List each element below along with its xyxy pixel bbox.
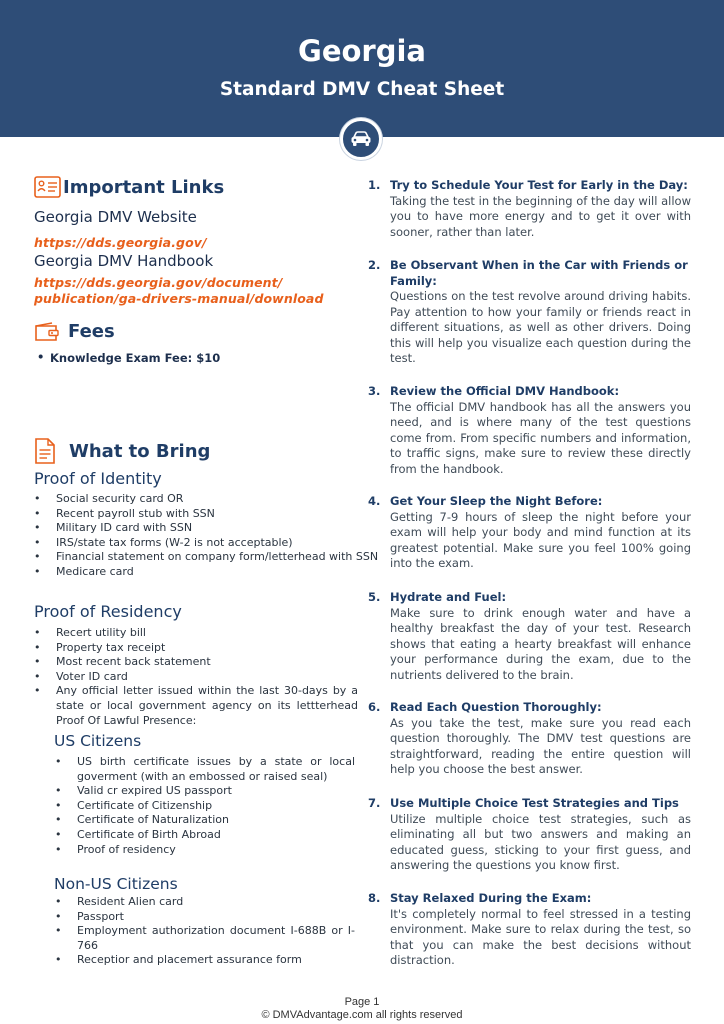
list-item: • Receptior and placemert assurance form xyxy=(55,953,355,968)
important-links-title: Important Links xyxy=(63,176,225,198)
tip-heading: Read Each Question Thoroughly: xyxy=(390,700,602,714)
tip-number: 8. xyxy=(368,891,381,905)
tip-item xyxy=(368,258,691,367)
list-item: • Military ID card with SSN xyxy=(34,521,382,536)
list-item: • Resident Alien card xyxy=(55,895,355,910)
wallet-icon xyxy=(34,322,60,342)
list-item: • IRS/state tax forms (W-2 is not acceptable) xyxy=(34,536,382,551)
tip-heading: Review the Official DMV Handbook: xyxy=(390,384,620,398)
list-item: • Voter ID card xyxy=(34,670,358,685)
what-to-bring-title: What to Bring xyxy=(69,440,211,462)
tip-body: Make sure to drink enough water and have a healthy breakfast the day of your test. Research shows that eating a hearty breakfast will enhance your performance during the exam, due to the nutrients delivered to the brain. xyxy=(390,605,691,682)
copyright: © DMVAdvantage.com all rights reserved xyxy=(261,1009,463,1021)
proof-of-residency-title: Proof of Residency xyxy=(34,602,182,621)
tip-heading: Hydrate and Fuel: xyxy=(390,590,507,604)
non-us-citizens-title: Non-US Citizens xyxy=(54,875,178,893)
fee-item: • Knowledge Exam Fee: $10 xyxy=(50,351,220,365)
tip-body: It's completely normal to feel stressed in a testing environment. Make sure to relax during the test, so that you can make the best decisions without distraction. xyxy=(390,906,691,967)
page-number: Page 1 xyxy=(344,996,380,1008)
proof-of-identity-list xyxy=(34,492,382,580)
tip-body: Getting 7-9 hours of sleep the night before your exam will help your body and mind function at its greatest potential. Make sure you feel 100% going into the exam. xyxy=(390,509,691,570)
proof-of-residency-list xyxy=(34,626,358,728)
handbook-link-line-2[interactable]: publication/ga-drivers-manual/download xyxy=(34,291,324,306)
handbook-link[interactable] xyxy=(34,275,324,306)
proof-of-identity-title: Proof of Identity xyxy=(34,469,162,488)
list-item: • Valid cr expired US passport xyxy=(55,784,355,799)
tip-item xyxy=(368,494,691,572)
fees-title: Fees xyxy=(68,321,115,342)
handbook-label: Georgia DMV Handbook xyxy=(34,252,214,270)
what-to-bring-heading xyxy=(34,438,210,464)
tip-number: 2. xyxy=(368,258,381,272)
tip-heading: Use Multiple Choice Test Strategies and Tips xyxy=(390,796,679,810)
tip-heading: Get Your Sleep the Night Before: xyxy=(390,494,603,508)
page-title: Georgia xyxy=(298,34,426,68)
tip-item xyxy=(368,891,691,969)
list-item: • Certificate of Citizenship xyxy=(55,799,355,814)
list-item: • Medicare card xyxy=(34,565,382,580)
tip-number: 3. xyxy=(368,384,381,398)
fees-heading xyxy=(34,321,115,342)
tip-item xyxy=(368,178,691,240)
tip-heading: Be Observant When in the Car with Friends or Family: xyxy=(390,258,688,288)
tip-number: 6. xyxy=(368,700,381,714)
website-label: Georgia DMV Website xyxy=(34,208,197,226)
page-subtitle: Standard DMV Cheat Sheet xyxy=(219,79,505,100)
us-citizens-list xyxy=(55,755,355,857)
list-item: • Most recent back statement xyxy=(34,655,358,670)
list-item: • US birth certificate issues by a state or local goverment (with an embossed or raised seal) xyxy=(55,755,355,784)
list-item: • Passport xyxy=(55,910,355,925)
tip-number: 4. xyxy=(368,494,381,508)
list-item: • Property tax receipt xyxy=(34,641,358,656)
handbook-link-line-1[interactable]: https://dds.georgia.gov/document/ xyxy=(34,275,283,290)
list-item: • Social security card OR xyxy=(34,492,382,507)
page-header xyxy=(0,0,724,137)
list-item: • Recent payroll stub with SSN xyxy=(34,507,382,522)
tip-heading: Try to Schedule Your Test for Early in the Day: xyxy=(390,178,688,192)
list-item: • Any official letter issued within the last 30-days by a state or local government agency on its lettterhead Proof Of Lawful Presence: xyxy=(34,684,358,728)
tip-item xyxy=(368,700,691,778)
tip-body: Questions on the test revolve around driving habits. Pay attention to how your family or friends react in different situations, as well as other drivers. Doing this will help you visualize each question during the test. xyxy=(390,289,691,365)
tip-body: Utilize multiple choice test strategies, such as eliminating all but two answers and making an educated guess, sticking to your first guess, and answering the questions you know first. xyxy=(390,811,691,872)
list-item: • Financial statement on company form/letterhead with SSN xyxy=(34,550,382,565)
tip-number: 5. xyxy=(368,590,381,604)
car-icon xyxy=(340,118,382,160)
non-us-citizens-list xyxy=(55,895,355,968)
list-item: • Proof of residency xyxy=(55,843,355,858)
tip-body: As you take the test, make sure you read each question thoroughly. The DMV test questions are straightforward, reading the entire question will help you choose the best answer. xyxy=(390,715,691,776)
tip-heading: Stay Relaxed During the Exam: xyxy=(390,891,592,905)
tip-number: 7. xyxy=(368,796,381,810)
document-icon xyxy=(34,438,56,464)
tip-item xyxy=(368,590,691,683)
list-item: • Employment authorization document I-688B or I-766 xyxy=(55,924,355,953)
tip-number: 1. xyxy=(368,178,381,192)
tip-body: Taking the test in the beginning of the day will allow you to have more energy and to get it over with sooner, rather than later. xyxy=(390,193,691,239)
list-item: • Certificate of Birth Abroad xyxy=(55,828,355,843)
tip-item xyxy=(368,796,691,874)
us-citizens-title: US Citizens xyxy=(54,732,142,750)
list-item: • Recert utility bill xyxy=(34,626,358,641)
website-link[interactable]: https://dds.georgia.gov/ xyxy=(34,235,207,250)
id-card-icon xyxy=(34,176,61,198)
tip-body: The official DMV handbook has all the answers you need, and is where many of the test questions come from. From specific numbers and information, to traffic signs, make sure to review these directly from the handbook. xyxy=(390,399,691,476)
list-item: • Certificate of Naturalization xyxy=(55,813,355,828)
important-links-heading xyxy=(34,176,224,198)
tip-item xyxy=(368,384,691,477)
